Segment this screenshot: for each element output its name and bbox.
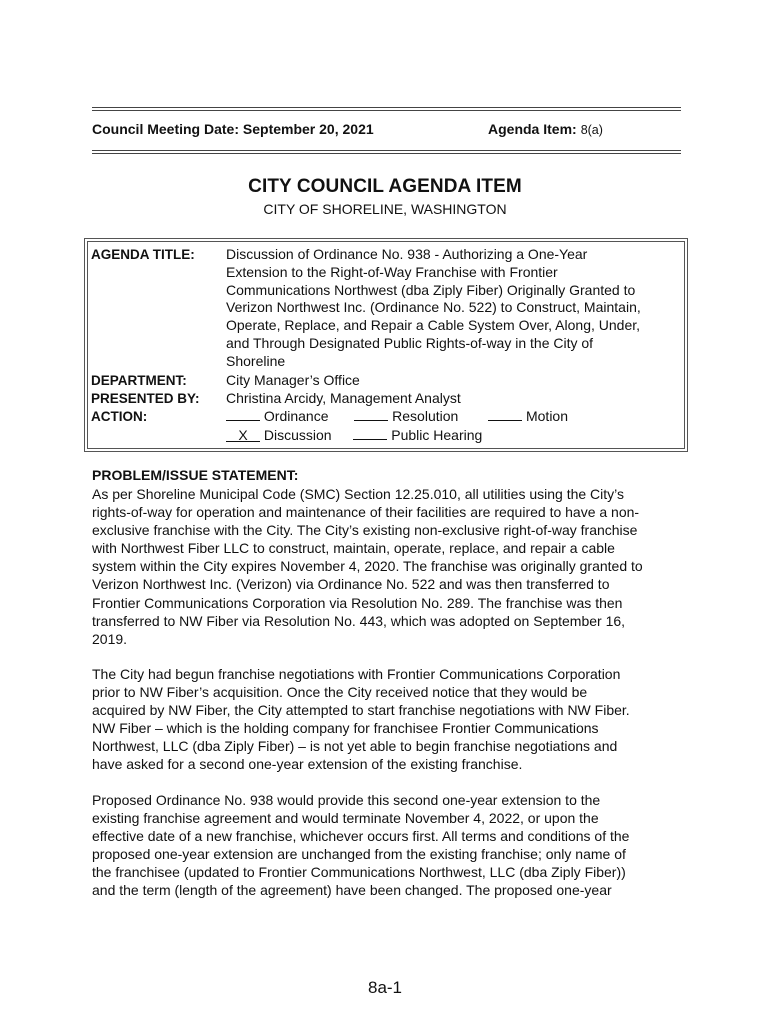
agenda-title-label: AGENDA TITLE: xyxy=(91,247,195,262)
paragraph-line: system within the City expires November 4, 2020. The franchise was originally granted to xyxy=(92,558,643,575)
problem-paragraph-2 xyxy=(92,665,692,774)
meeting-header xyxy=(92,107,681,155)
presented-by-value: Christina Arcidy, Management Analyst xyxy=(226,390,461,406)
paragraph-line: NW Fiber – which is the holding company for franchisee Frontier Communications xyxy=(92,720,599,737)
paragraph-line: Proposed Ordinance No. 938 would provide this second one-year extension to the xyxy=(92,792,601,808)
paragraph-line: and the term (length of the agreement) have been changed. The proposed one-year xyxy=(92,882,612,899)
agenda-title-line: Communications Northwest (dba Ziply Fiber) Originally Granted to xyxy=(226,281,636,298)
action-label: ACTION: xyxy=(91,409,148,424)
department-label: DEPARTMENT: xyxy=(91,373,187,388)
agenda-item xyxy=(488,121,603,137)
resolution-checkbox-blank xyxy=(354,408,388,421)
motion-checkbox-blank xyxy=(488,408,522,421)
paragraph-line: The City had begun franchise negotiations with Frontier Communications Corporation xyxy=(92,666,621,682)
paragraph-line: the franchisee (updated to Frontier Communications Northwest, LLC (dba Ziply Fiber)) xyxy=(92,864,626,881)
meeting-date: Council Meeting Date: September 20, 2021 xyxy=(92,121,374,137)
paragraph-line: Northwest, LLC (dba Ziply Fiber) – is not yet able to begin franchise negotiations and xyxy=(92,738,618,755)
agenda-item-number: 8(a) xyxy=(580,123,603,137)
page-number: 8a-1 xyxy=(367,978,403,997)
agenda-summary-box xyxy=(84,238,688,452)
paragraph-line: 2019. xyxy=(92,630,128,647)
agenda-title-line: Shoreline xyxy=(226,352,286,369)
paragraph-line: Frontier Communications Corporation via Resolution No. 289. The franchise was then xyxy=(92,594,623,611)
presented-by-label: PRESENTED BY: xyxy=(91,391,200,406)
paragraph-line: proposed one-year extension are unchanged from the existing franchise; only name of xyxy=(92,846,626,863)
header-rule-top xyxy=(92,107,681,108)
motion-option: Motion xyxy=(525,408,569,424)
problem-statement-heading: PROBLEM/ISSUE STATEMENT: xyxy=(92,467,299,483)
paragraph-line: Verizon Northwest Inc. (Verizon) via Ordinance No. 522 and was then transferred to xyxy=(92,576,610,593)
action-row-1 xyxy=(226,408,568,424)
header-rule-top-2 xyxy=(92,110,681,111)
agenda-title-line: Verizon Northwest Inc. (Ordinance No. 522) to Construct, Maintain, xyxy=(226,299,641,316)
paragraph-line: with Northwest Fiber LLC to construct, maintain, operate, replace, and repair a cable xyxy=(92,540,615,557)
department-value: City Manager’s Office xyxy=(226,372,360,388)
paragraph-line: have asked for a second one-year extension of the existing franchise. xyxy=(92,756,523,773)
header-rule-bottom xyxy=(92,150,681,151)
resolution-option: Resolution xyxy=(392,408,459,424)
paragraph-line: rights-of-way for operation and maintenance of their facilities are required to have a non- xyxy=(92,504,640,521)
public-hearing-option: Public Hearing xyxy=(391,427,483,443)
paragraph-line: transferred to NW Fiber via Resolution No. 443, which was adopted on September 16, xyxy=(92,612,626,629)
document-subtitle: CITY OF SHORELINE, WASHINGTON xyxy=(263,201,507,217)
ordinance-checkbox-blank xyxy=(226,408,260,421)
document-title: CITY COUNCIL AGENDA ITEM xyxy=(248,176,522,197)
problem-paragraph-3 xyxy=(92,791,692,900)
agenda-title-line: Extension to the Right-of-Way Franchise with Frontier xyxy=(226,263,558,280)
ordinance-option: Ordinance xyxy=(263,408,329,424)
discussion-checkbox-mark: X xyxy=(226,429,260,442)
action-row-2 xyxy=(226,427,482,443)
paragraph-line: acquired by NW Fiber, the City attempted to start franchise negotiations with NW Fiber. xyxy=(92,702,630,719)
agenda-title-line: Discussion of Ordinance No. 938 - Authorizing a One-Year xyxy=(226,246,588,262)
paragraph-line: existing franchise agreement and would terminate November 4, 2022, or upon the xyxy=(92,810,599,827)
discussion-option: Discussion xyxy=(263,427,332,443)
paragraph-line: As per Shoreline Municipal Code (SMC) Section 12.25.010, all utilities using the City’s xyxy=(92,486,625,502)
agenda-title-line: Operate, Replace, and Repair a Cable System Over, Along, Under, xyxy=(226,317,641,334)
public-hearing-checkbox-blank xyxy=(353,427,387,440)
paragraph-line: prior to NW Fiber’s acquisition. Once the City received notice that they would be xyxy=(92,684,588,701)
agenda-title-text xyxy=(226,246,682,371)
paragraph-line: exclusive franchise with the City. The City’s existing non-exclusive right-of-way franchise xyxy=(92,522,638,539)
paragraph-line: effective date of a new franchise, whichever occurs first. All terms and conditions of the xyxy=(92,828,630,845)
agenda-title-line: and Through Designated Public Rights-of-way in the City of xyxy=(226,334,594,351)
problem-paragraph-1 xyxy=(92,485,692,648)
header-rule-bottom-2 xyxy=(92,153,681,154)
agenda-item-label: Agenda Item: xyxy=(488,121,577,137)
